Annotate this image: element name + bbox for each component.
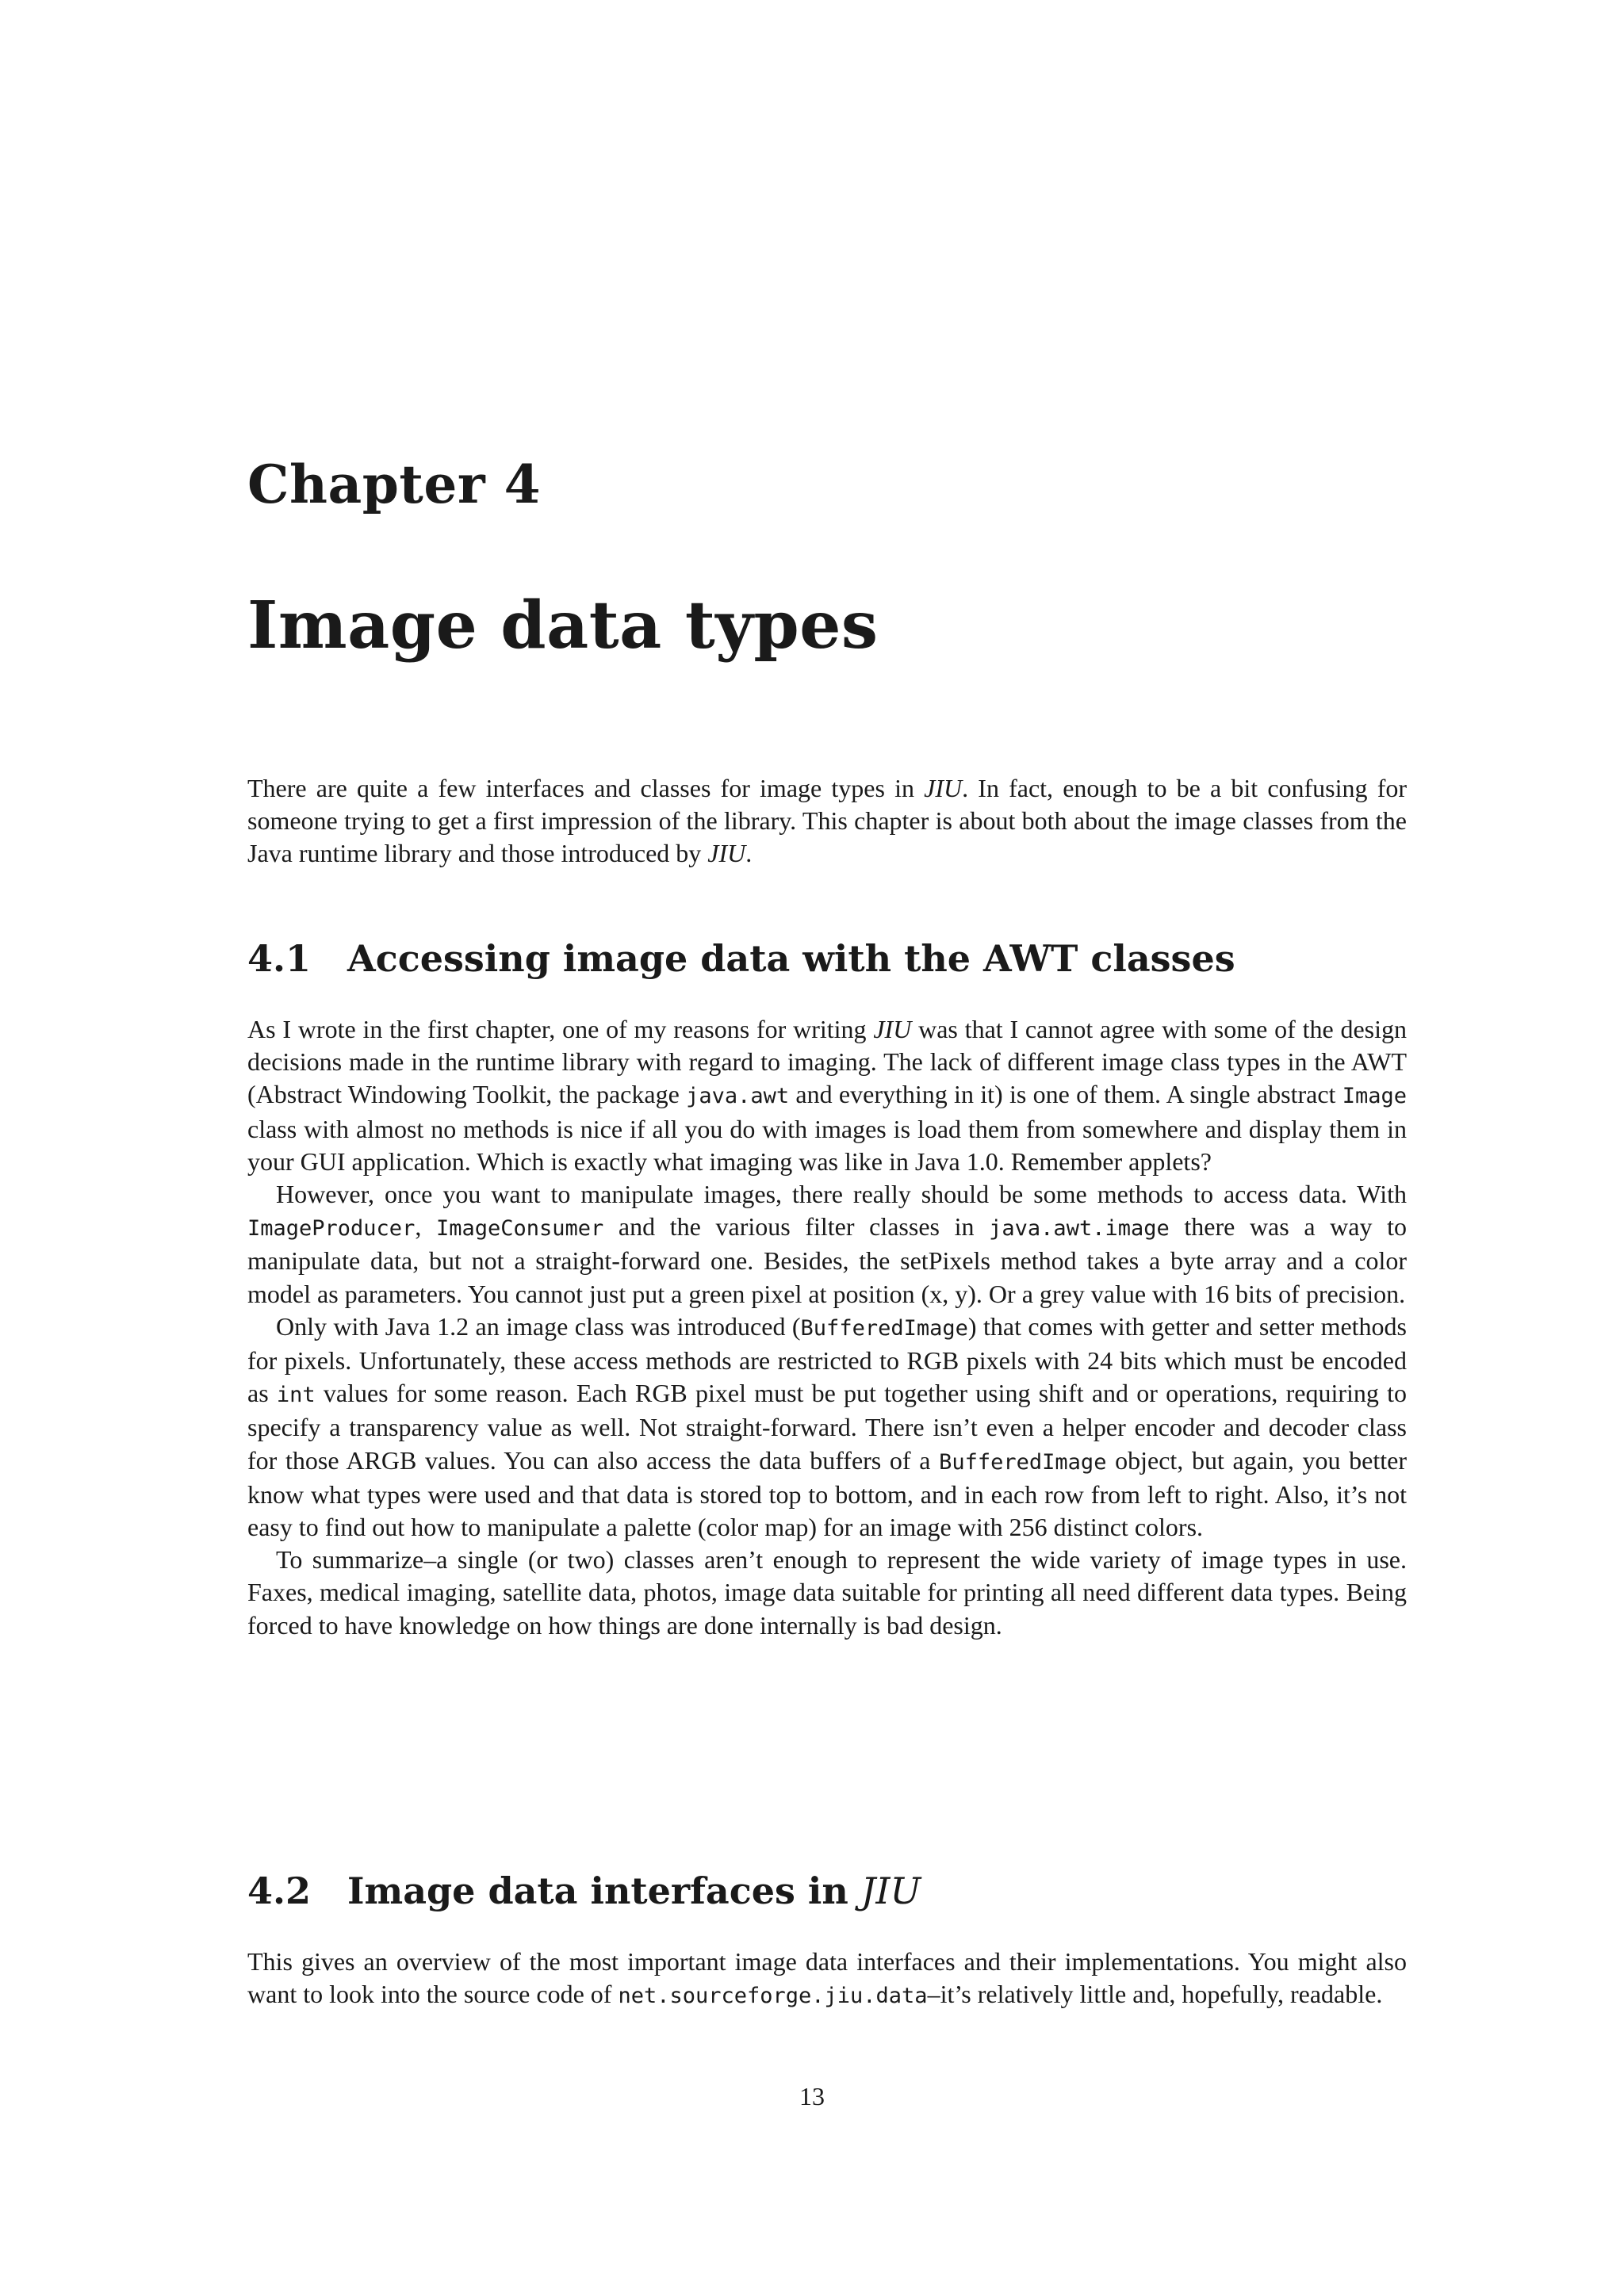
section-number: 4.2 — [247, 1869, 312, 1912]
code-image: Image — [1342, 1084, 1408, 1109]
text-run: –it’s relatively little and, hopefully, readable. — [927, 1980, 1383, 2009]
text-run: object, but again, you better know what types were used and that data is stored top to bottom, and in each row from left to right. Also, it’s not easy to find out how to manipulate a palette (color map) for an image with 256 distinct colors. — [247, 1445, 1408, 1542]
section-4-1-paragraph-4: To summarize–a single (or two) classes aren’t enough to represent the wide variety of image types in use. Faxes, medical imaging, satellite data, photos, image data suitable for printing all need different data types. Being forced to have knowledge on how things are done internally is bad design. — [247, 1545, 1407, 1640]
code-image-producer: ImageProducer — [247, 1216, 416, 1242]
section-4-1-paragraph-2 — [247, 1178, 1407, 1311]
chapter-title: Image data types — [247, 587, 879, 664]
text-run: . In fact, enough to be a bit confusing for someone trying to get a first impression of the library. This chapter is about both about the image classes from the Java runtime library and those introduced by — [247, 774, 1408, 868]
text-run: This gives an overview of the most important image data interfaces and their implementations. You might also want to look into the source code of — [247, 1947, 1407, 2009]
text-run: , — [415, 1212, 436, 1242]
jiu-name: JIU — [707, 839, 746, 868]
text-run: There are quite a few interfaces and classes for image types in — [247, 774, 925, 802]
text-run: ) that comes with getter and setter methods for pixels. Unfortunately, these access methods are restricted to RGB pixels with 24 bits which must be encoded as — [247, 1311, 1407, 1408]
jiu-name: JIU — [924, 774, 963, 802]
section-4-1-paragraph-1 — [247, 1013, 1407, 1178]
page-number: 13 — [799, 2082, 825, 2110]
text-run: values for some reason. Each RGB pixel must be put together using shift and or operations, requiring to specify a transparency value as well. Not straight-forward. There isn’t even a helper encoder and decoder class for those ARGB values. You can also access the data buffers of a — [247, 1379, 1408, 1475]
section-title: Accessing image data with the AWT classes — [347, 937, 1235, 980]
section-title: Image data interfaces in — [347, 1869, 861, 1912]
code-image-consumer: ImageConsumer — [435, 1216, 604, 1242]
section-4-1-paragraph-3 — [247, 1311, 1407, 1544]
text-run: . — [745, 839, 753, 868]
text-run: there was a way to manipulate data, but not a straight-forward one. Besides, the setPixels method takes a byte array and a color model as parameters. You cannot just put a green pixel at position (x, y). Or a grey value with 16 bits of precision. — [247, 1212, 1408, 1308]
chapter-label: Chapter 4 — [247, 453, 542, 515]
text-run: was that I cannot agree with some of the design decisions made in the runtime library with regard to imaging. The lack of different image class types in the AWT (Abstract Windowing Toolkit, the package — [247, 1015, 1408, 1109]
code-int: int — [276, 1383, 316, 1408]
code-java-awt-image: java.awt.image — [989, 1216, 1170, 1242]
text-run: and the various filter classes in — [603, 1212, 990, 1242]
intro-section — [247, 772, 1407, 871]
section-4-2-paragraph-1 — [247, 1946, 1407, 2012]
text-run: Only with Java 1.2 an image class was introduced ( — [276, 1311, 801, 1341]
text-run: and everything in it) is one of them. A single abstract — [789, 1080, 1342, 1109]
text-run: However, once you want to manipulate images, there really should be some methods to access data. With — [276, 1180, 1407, 1209]
code-buffered-image: BufferedImage — [939, 1449, 1107, 1475]
code-buffered-image: BufferedImage — [800, 1315, 968, 1341]
code-java-awt: java.awt — [686, 1084, 790, 1109]
text-run: As I wrote in the first chapter, one of my reasons for writing — [247, 1015, 874, 1043]
section-4-2-body — [247, 1946, 1407, 2012]
intro-paragraph — [247, 772, 1407, 871]
section-number: 4.1 — [247, 937, 312, 980]
section-4-1-body — [247, 1013, 1407, 1642]
section-4-1-heading — [247, 937, 1235, 980]
code-net-sourceforge-jiu-data: net.sourceforge.jiu.data — [618, 1984, 928, 2009]
section-title-jiu: JIU — [860, 1869, 921, 1912]
jiu-name: JIU — [873, 1015, 912, 1043]
text-run: class with almost no methods is nice if all you do with images is load them from somewhere and display them in your GUI application. Which is exactly what imaging was like in Java 1.0. Remember applets? — [247, 1114, 1407, 1176]
section-4-2-heading — [247, 1869, 921, 1912]
